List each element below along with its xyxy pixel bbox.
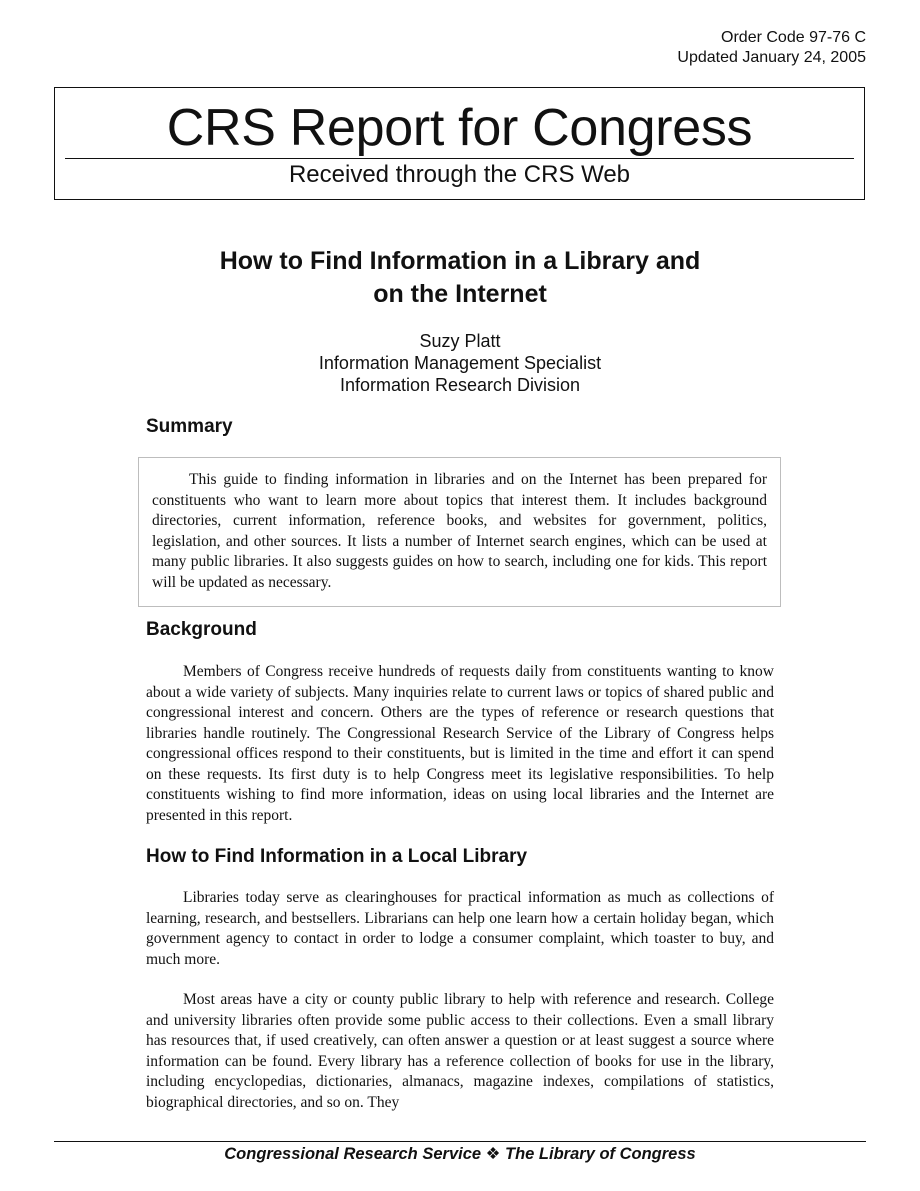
order-code-block	[677, 28, 866, 68]
author-title: Information Management Specialist	[318, 353, 602, 373]
background-heading: Background	[146, 619, 257, 640]
updated-date: Updated January 24, 2005	[677, 49, 866, 66]
footer-rule	[54, 1141, 866, 1142]
local-library-paragraph-2: Most areas have a city or county public library to help with reference and research. College and university libraries often provide some public access to their collections. Even a small library has resources that, if used creatively, can often answer a question or at least suggest a source where information can be found. Every library has a reference collection of books for use in the library, including encyclopedias, dictionaries, almanacs, magazine indexes, compilations of statistics, biographical directories, and so on. They	[146, 991, 774, 1111]
summary-text: This guide to finding information in libraries and on the Internet has been prepared for constituents who want to learn more about topics that interest them. It includes background directories, current information, reference books, and websites for government, politics, legislation, and other sources. It lists a number of Internet search engines, which can be used at many public libraries. It also suggests guides on how to search, including one for kids. This report will be updated as necessary.	[152, 471, 767, 591]
footer-text: Congressional Research Service ❖ The Library of Congress	[224, 1145, 696, 1163]
author-name: Suzy Platt	[419, 331, 501, 351]
masthead-rule	[65, 158, 854, 159]
masthead-title: CRS Report for Congress	[166, 99, 753, 157]
background-paragraph: Members of Congress receive hundreds of requests daily from constituents wanting to know about a wide variety of subjects. Many inquiries relate to current laws or topics of shared public and congressional interest and concern. Others are the types of reference or research questions that libraries handle routinely. The Congressional Research Service of the Library of Congress helps congressional offices respond to their constituents, but is limited in the time and effort it can spend on these requests. Its first duty is to help Congress meet its legislative responsibilities. To help constituents wishing to find more information, ideas on using local libraries and the Internet are presented in this report.	[146, 663, 774, 824]
document-title-line1: How to Find Information in a Library and	[219, 247, 701, 275]
document-title-line2: on the Internet	[373, 280, 547, 308]
masthead-subtitle: Received through the CRS Web	[288, 161, 631, 188]
author-division: Information Research Division	[339, 375, 581, 395]
document-title	[100, 245, 820, 311]
local-library-heading: How to Find Information in a Local Library	[146, 846, 528, 867]
summary-box	[138, 457, 781, 607]
order-code: Order Code 97-76 C	[721, 29, 866, 46]
local-library-paragraph-1: Libraries today serve as clearinghouses for practical information as much as collections of learning, research, and bestsellers. Librarians can help one learn how a certain holiday began, which government agency to contact in order to lodge a consumer complaint, which toaster to buy, and much more.	[146, 889, 774, 968]
masthead	[54, 87, 865, 200]
author-block	[100, 330, 820, 396]
summary-heading: Summary	[146, 416, 233, 437]
